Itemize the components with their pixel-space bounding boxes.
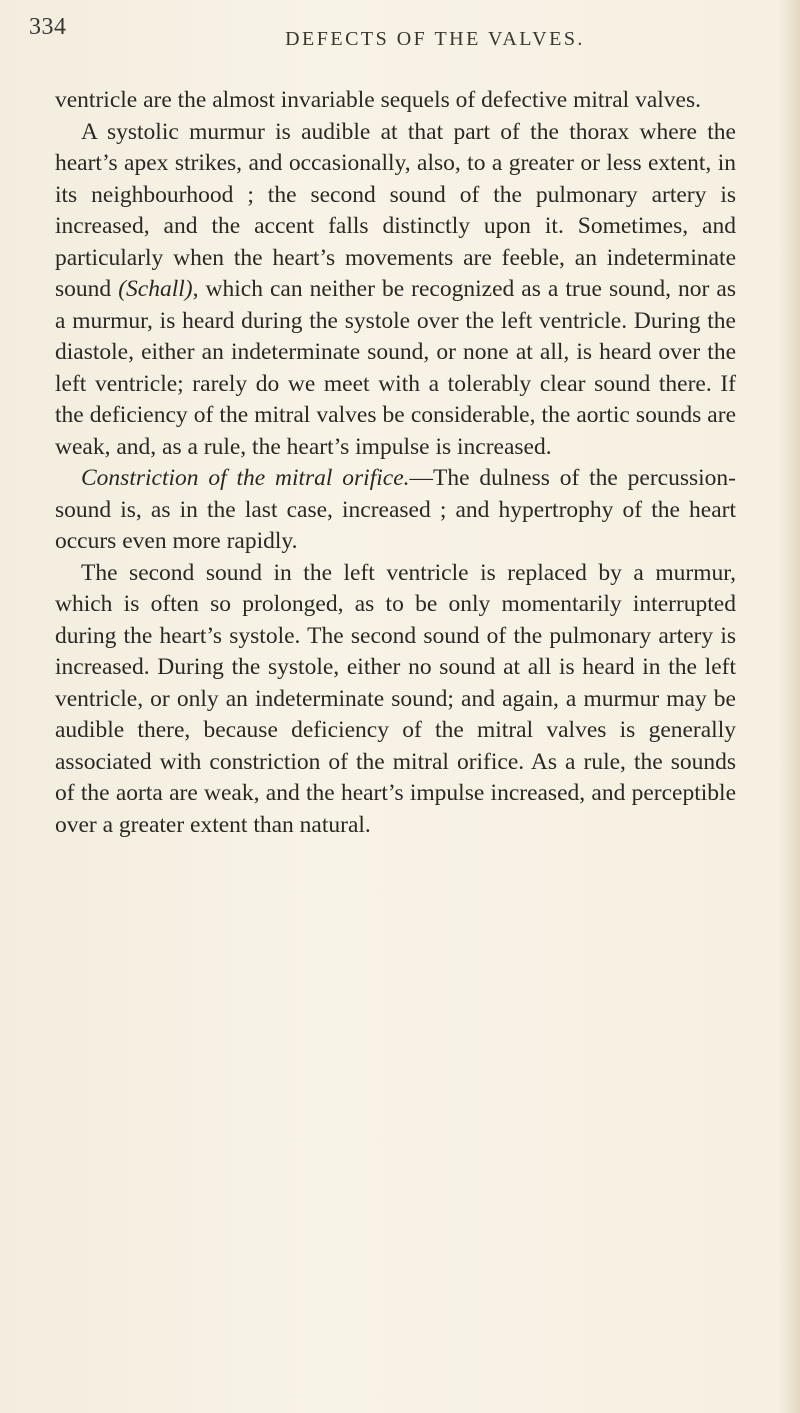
paragraph-2-text-after: , which can neither be recognized as a true sound, nor as a murmur, is heard during the systole over the left ventricle. During the diastole, either an indeterminate sound, or none at all, is heard over the left ventricle; rarely do we meet with a tolerably clear sound there. If the deficiency of the mitral valves be considerable, the aortic sounds are weak, and, as a rule, the heart’s impulse is increased. — [55, 276, 736, 460]
paragraph-2 — [55, 117, 736, 464]
paragraph-1-text: ventricle are the almost invariable sequels of defective mitral valves. — [55, 87, 701, 113]
page-edge-shadow — [778, 0, 800, 1413]
running-head: DEFECTS OF THE VALVES. — [285, 28, 585, 50]
paragraph-1 — [55, 85, 736, 117]
section-heading-constriction: Constriction of the mitral orifice. — [81, 465, 410, 491]
paragraph-2-text: A systolic murmur is audible at that part of the thorax where the heart’s apex strikes, and occasionally, also, to a greater or less extent, in its neighbourhood ; the second sound of the pulmonary artery is increased, and the accent falls distinctly upon it. Sometimes, and particularly when the heart’s movements are feeble, an indeterminate sound — [55, 118, 736, 302]
paragraph-4-text: The second sound in the left ventricle is replaced by a murmur, which is often so prolonged, as to be only momentarily interrupted during the heart’s systole. The second sound of the pulmonary artery is increased. During the systole, either no sound at all is heard in the left ventricle, or only an indeterminate sound; and again, a murmur may be audible there, because deficiency of the mitral valves is generally associated with constriction of the mitral orifice. As a rule, the sounds of the aorta are weak, and the heart’s impulse increased, and perceptible over a greater extent than natural. — [55, 559, 736, 838]
paragraph-4 — [55, 558, 736, 842]
paragraph-3 — [55, 463, 736, 558]
paragraph-3-text: —The dulness of the percussion-sound is, as in the last case, increased ; and hypertrophy of the heart occurs even more rapidly. — [55, 465, 737, 554]
paragraph-2-italic-term: (Schall) — [118, 276, 193, 302]
page-number: 334 — [29, 14, 67, 40]
body-text — [55, 85, 736, 841]
